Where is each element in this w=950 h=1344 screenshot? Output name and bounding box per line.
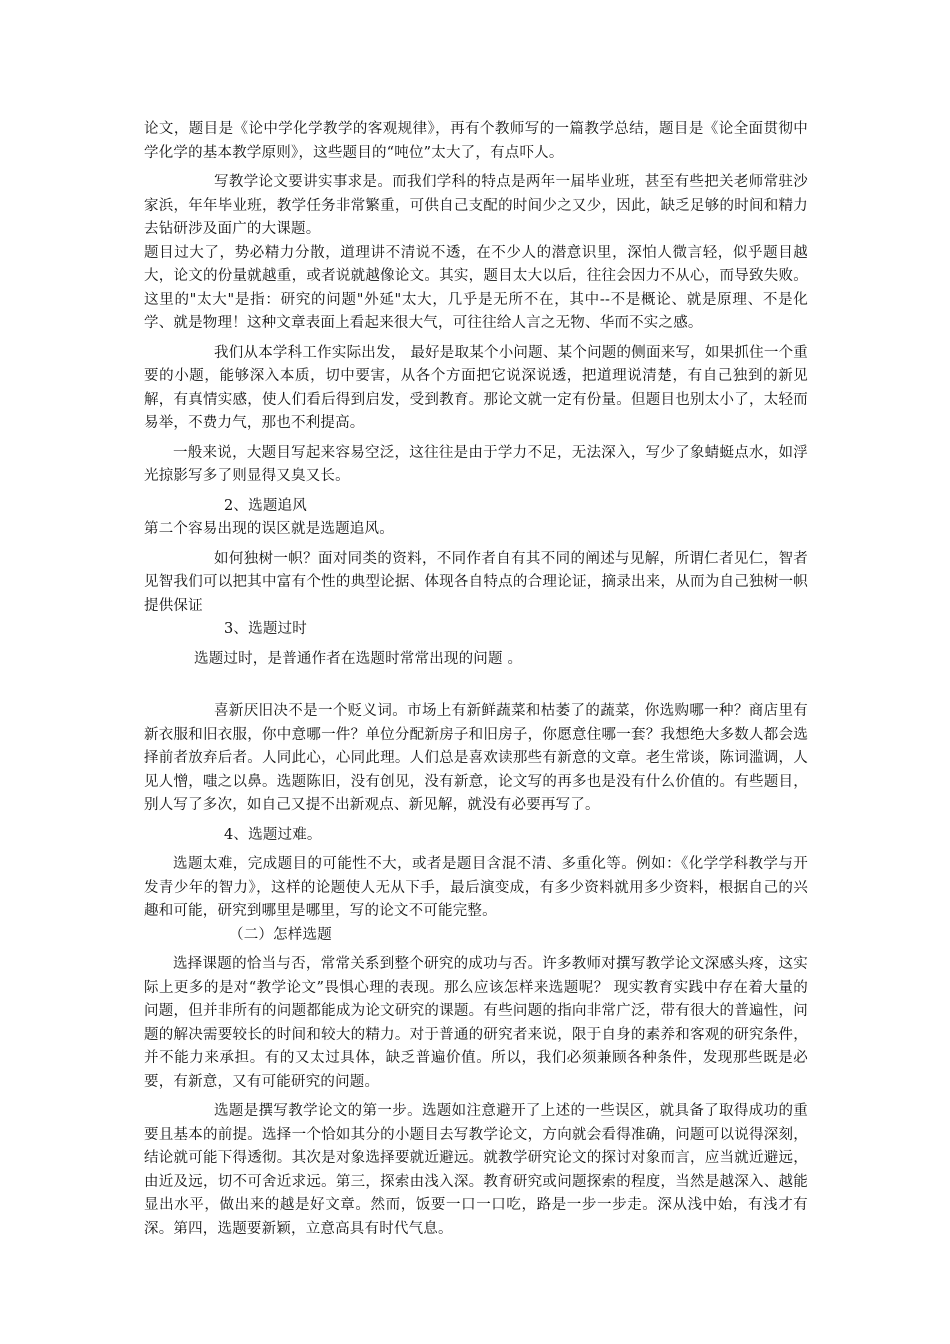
paragraph-6: 第二个容易出现的误区就是选题追风。 (144, 521, 394, 537)
paragraph-11: 选择课题的恰当与否，常常关系到整个研究的成功与否。许多教师对撰写教学论文深感头疼，这实际上更多的是对“教学论文”畏惧心理的表现。那么应该怎样来选题呢？ 现实教育实践中存在着大量的问题，但并非所有的问题都能成为论文研究的课题。有些问题的指向非常广泛，带有很大的普遍性，问题的解决需要较长的时间和较大的精力。对于普通的研究者来说，限于自身的素养和客观的研究条件，并不能力来承担。有的又太过具体，缺乏普遍价值。所以，我们必须兼顾各种条件，发现那些既是必要，有新意，又有可能研究的问题。 (144, 956, 808, 1090)
paragraph-2: 写教学论文要讲实事求是。而我们学科的特点是两年一届毕业班，甚至有些把关老师常驻沙家浜，年年毕业班，教学任务非常繁重，可供自己支配的时间少之又少，因此，缺乏足够的时间和精力去钻研涉及面广的大课题。 (144, 174, 808, 237)
section-heading-4: 4、选题过难。 (224, 826, 322, 843)
paragraph-5: 一般来说，大题目写起来容易空泛，这往往是由于学力不足，无法深入，写少了象蜻蜓点水，如浮光掠影写多了则显得又臭又长。 (144, 444, 808, 484)
paragraph-10: 选题太难，完成题目的可能性不大，或者是题目含混不清、多重化等。例如：《化学学科教学与开发青少年的智力》，这样的论题使人无从下手，最后演变成，有多少资料就用多少资料，根据自己的兴趣和可能，研究到哪里是哪里，写的论文不可能完整。 (144, 856, 808, 919)
section-heading-5: （二）怎样选题 (229, 926, 332, 943)
paragraph-9: 喜新厌旧决不是一个贬义词。市场上有新鲜蔬菜和枯萎了的蔬菜，你选购哪一种？商店里有新衣服和旧衣服，你中意哪一件？单位分配新房子和旧房子，你愿意住哪一套？我想绝大多数人都会选择前者放弃后者。人同此心，心同此理。人们总是喜欢读那些有新意的文章。老生常谈，陈词滥调，人见人憎，嗤之以鼻。选题陈旧，没有创见，没有新意，论文写的再多也是没有什么价值的。有些题目，别人写了多次，如自己又提不出新观点、新见解，就没有必要再写了。 (144, 703, 808, 813)
paragraph-4: 我们从本学科工作实际出发， 最好是取某个小问题、某个问题的侧面来写，如果抓住一个重要的小题，能够深入本质，切中要害，从各个方面把它说深说透，把道理说清楚，有自己独到的新见解，有真情实感，使人们看后得到启发，受到教育。那论文就一定有份量。但题目也别太小了，太轻而易举，不费力气，那也不利提高。 (144, 344, 808, 431)
paragraph-3: 题目过大了，势必精力分散，道理讲不清说不透，在不少人的潜意识里，深怕人微言轻，似乎题目越大，论文的份量就越重，或者说就越像论文。其实，题目太大以后，往往会因力不从心，而导致失败。这里的"太大"是指：研究的问题"外延"太大，几乎是无所不在，其中--不是概论、就是原理、不是化学、就是物理！这种文章表面上看起来很大气，可往往给人言之无物、华而不实之感。 (144, 244, 808, 331)
paragraph-7: 如何独树一帜？面对同类的资料，不同作者自有其不同的阐述与见解，所谓仁者见仁，智者见智我们可以把其中富有个性的典型论据、体现各自特点的合理论证，摘录出来，从而为自己独树一帜提供保证 (144, 550, 808, 614)
paragraph-1: 论文，题目是《论中学化学教学的客观规律》，再有个教师写的一篇教学总结，题目是《论全面贯彻中学化学的基本教学原则》，这些题目的“吨位”太大了，有点吓人。 (144, 121, 808, 161)
section-heading-2: 2、选题追风 (224, 497, 307, 514)
paragraph-12: 选题是撰写教学论文的第一步。选题如注意避开了上述的一些误区，就具备了取得成功的重要且基本的前提。选择一个恰如其分的小题目去写教学论文，方向就会看得准确，问题可以说得深刻，结论就可能下得透彻。其次是对象选择要就近避远。就教学研究论文的探讨对象而言，应当就近避远，由近及远，切不可舍近求远。第三，探索由浅入深。教育研究或问题探索的程度，当然是越深入、越能显出水平，做出来的越是好文章。然而，饭要一口一口吃，路是一步一步走。深从浅中始，有浅才有深。第四，选题要新颖，立意高具有时代气息。 (144, 1103, 808, 1237)
paragraph-8: 选题过时，是普通作者在选题时常常出现的问题 。 (194, 650, 523, 667)
document-page (144, 118, 808, 1241)
section-heading-3: 3、选题过时 (224, 621, 307, 637)
